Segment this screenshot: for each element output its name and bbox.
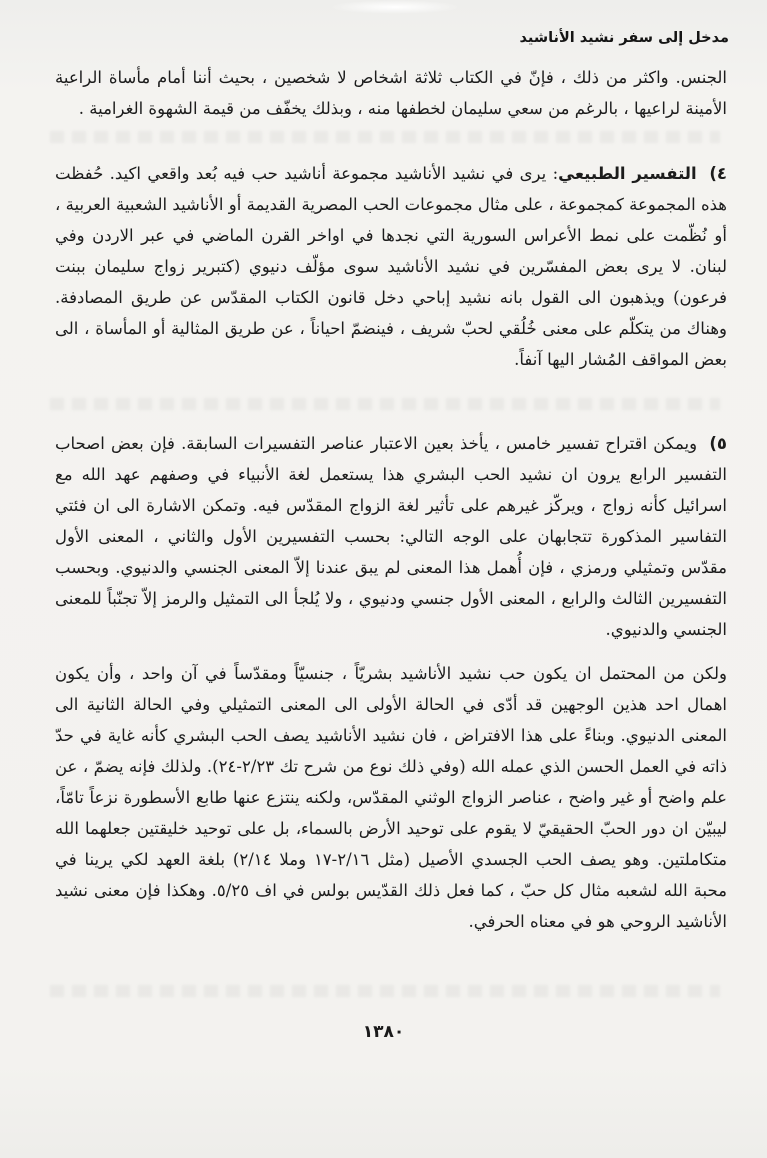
running-header: مدخل إلى سفر نشيد الأناشيد xyxy=(519,30,729,46)
bleed-through-line xyxy=(50,398,720,410)
section-4-paragraph xyxy=(55,158,727,375)
section-4-block xyxy=(55,158,727,375)
section-5-text: ويمكن اقتراح تفسير خامس ، يأخذ بعين الاعتبار عناصر التفسيرات السابقة. فإن بعض اصحاب التفسير الرابع يرون ان نشيد الحب البشري هذا يستعمل لغة الأنبياء في وصفهم عهد الله مع اسرائيل كأنه زواج ، ويركّز غيرهم على تأثير لغة الزواج المقدّس فيه. وتمكن الاشارة الى ان فئتي التفاسير المذكورة تتجابهان على الوجه التالي: بحسب التفسيرين الأول والثاني ، المعنى الأول مقدّس وتمثيلي ورمزي ، فإن أُهمل هذا المعنى لم يبق عندنا إلاّ المعنى الجنسي والدنيوي. وبحسب التفسيرين الثالث والرابع ، المعنى الأول جنسي ودنيوي ، ولا يُلجأ الى التمثيل والرمز إلاّ تجنّباً للمعنى الجنسي والدنيوي. xyxy=(55,434,727,639)
final-paragraph: ولكن من المحتمل ان يكون حب نشيد الأناشيد بشريّاً ، جنسيّاً ومقدّساً في آن واحد ، وأن يكون اهمال احد هذين الوجهين قد أدّى في الحالة الأولى الى المعنى التمثيلي وفي الحالة الثانية الى المعنى الدنيوي. وبناءً على هذا الافتراض ، فان نشيد الأناشيد يصف الحب البشري كأنه غاية في حدّ ذاته في العمل الحسن الذي عمله الله (وفي ذلك نوع من شرح تك ٢/٢٣-٢٤). ولذلك فإنه يضمّ ، عن علم واضح أو غير واضح ، عناصر الزواج الوثني المقدّس، ولكنه ينتزع عنها طابع الأسطورة نزعاً تامّاً، ليبيّن ان دور الحبّ الحقيقيّ لا يقوم على توحيد الأرض بالسماء، بل على توحيد خليقتين جعلهما الله متكاملتين. وهو يصف الحب الجسدي الأصيل (مثل ٢/١٦-١٧ وملا ٢/١٤) بلغة العهد لكي يرينا في محبة الله لشعبه مثال كل حبّ ، كما فعل ذلك القدّيس بولس في اف ٥/٢٥. وهكذا فإن معنى نشيد الأناشيد الروحي هو في معناه الحرفي. xyxy=(55,664,727,931)
final-paragraph-block xyxy=(55,658,727,937)
intro-paragraph-block xyxy=(55,62,727,124)
section-4-text: : يرى في نشيد الأناشيد مجموعة أناشيد حب فيه بُعد واقعي اكيد. حُفظت هذه المجموعة كمجموعة ، على مثال مجموعات الحب المصرية القديمة أو الأناشيد الشعبية العربية ، أو نُظّمت على نمط الأعراس السورية التي نجدها في اواخر القرن الماضي في عبر الاردن وفي لبنان. لا يرى بعض المفسّرين في نشيد الأناشيد سوى مؤلّف دنيوي (كتبرير زواج سليمان ببنت فرعون) ويذهبون الى القول بانه نشيد إباحي دخل قانون الكتاب المقدّس عن طريق المصادفة. وهناك من يتكلّم على معنى خُلُقي لحبّ شريف ، فينضمّ احياناً ، عن طريق المثالية أو المأساة ، الى بعض المواقف المُشار اليها آنفاً. xyxy=(55,164,727,369)
bleed-through-line xyxy=(50,131,720,143)
section-5-paragraph xyxy=(55,428,727,645)
section-4-number: ٤) xyxy=(709,164,727,183)
page-number: ١٣٨٠ xyxy=(362,1022,405,1042)
natural-interpretation-term: التفسير الطبيعي xyxy=(558,164,697,183)
section-5-number: ٥) xyxy=(709,434,727,453)
section-5-block xyxy=(55,428,727,645)
intro-paragraph: الجنس. واكثر من ذلك ، فإنّ في الكتاب ثلاثة اشخاص لا شخصين ، بحيث أننا أمام مأساة الراعية الأمينة لراعيها ، بالرغم من سعي سليمان لخطفها منه ، وبذلك يخفّف من قيمة الشهوة الغرامية . xyxy=(55,68,727,118)
bleed-through-line xyxy=(50,985,720,997)
scan-highlight xyxy=(330,0,460,14)
